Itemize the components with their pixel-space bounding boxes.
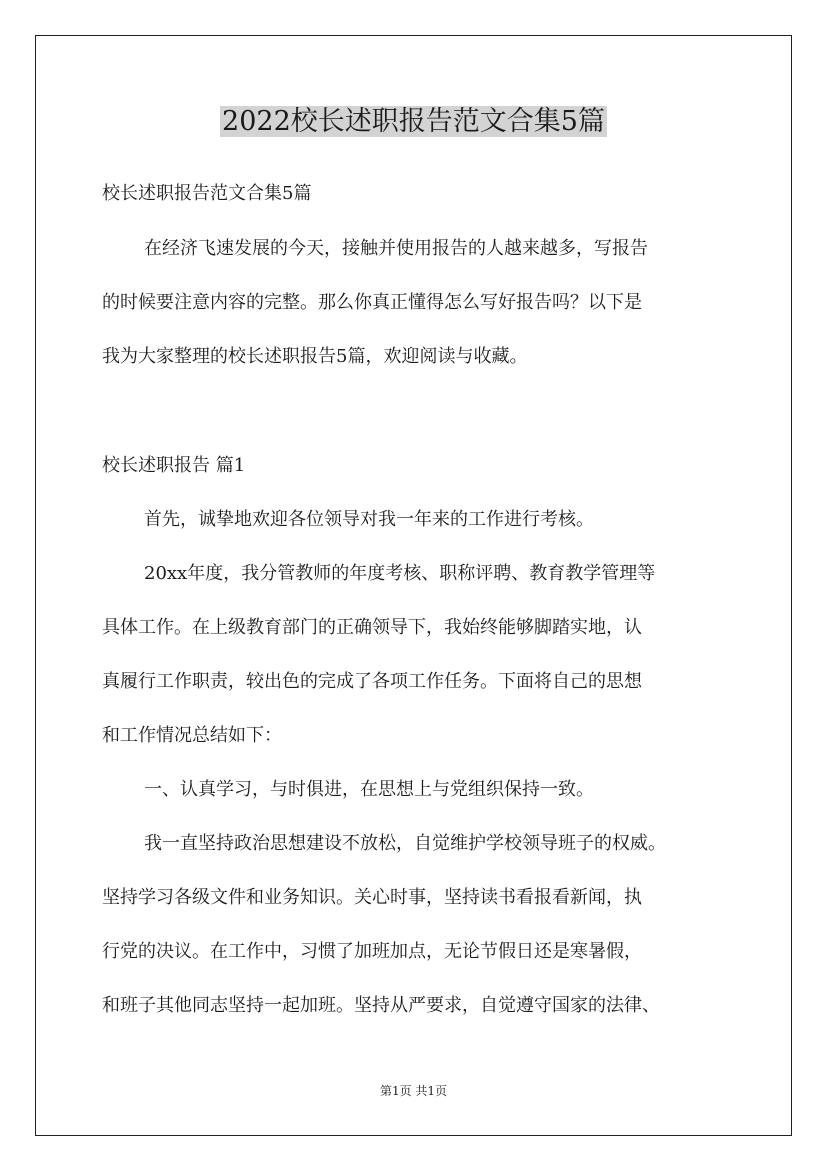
body-line-10: 和班子其他同志坚持一起加班。坚持从严要求，自觉遵守国家的法律、 — [102, 995, 660, 1016]
body-line-6: 一、认真学习，与时俱进，在思想上与党组织保持一致。 — [144, 779, 594, 800]
body-line-8: 坚持学习各级文件和业务知识。关心时事，坚持读书看报看新闻，执 — [102, 887, 642, 908]
document-title-text: 2022校长述职报告范文合集5篇 — [222, 106, 605, 137]
document-subtitle: 校长述职报告范文合集5篇 — [102, 183, 312, 204]
intro-line-1: 在经济飞速发展的今天，接触并使用报告的人越来越多，写报告 — [144, 238, 648, 259]
body-line-1: 首先，诚挚地欢迎各位领导对我一年来的工作进行考核。 — [144, 509, 594, 530]
body-line-4: 真履行工作职责，较出色的完成了各项工作任务。下面将自己的思想 — [102, 671, 642, 692]
body-line-9: 行党的决议。在工作中，习惯了加班加点，无论节假日还是寒暑假， — [102, 941, 642, 962]
body-line-2: 20xx年度，我分管教师的年度考核、职称评聘、教育教学管理等 — [144, 563, 656, 584]
body-line-5: 和工作情况总结如下： — [102, 725, 282, 746]
page-footer: 第1页 共1页 — [379, 1084, 448, 1098]
intro-line-2: 的时候要注意内容的完整。那么你真正懂得怎么写好报告吗？以下是 — [102, 292, 642, 313]
body-line-7: 我一直坚持政治思想建设不放松，自觉维护学校领导班子的权威。 — [144, 833, 666, 854]
document-title — [0, 100, 827, 144]
section-heading: 校长述职报告 篇1 — [102, 455, 246, 476]
intro-line-3: 我为大家整理的校长述职报告5篇，欢迎阅读与收藏。 — [102, 346, 528, 367]
body-line-3: 具体工作。在上级教育部门的正确领导下，我始终能够脚踏实地，认 — [102, 617, 642, 638]
